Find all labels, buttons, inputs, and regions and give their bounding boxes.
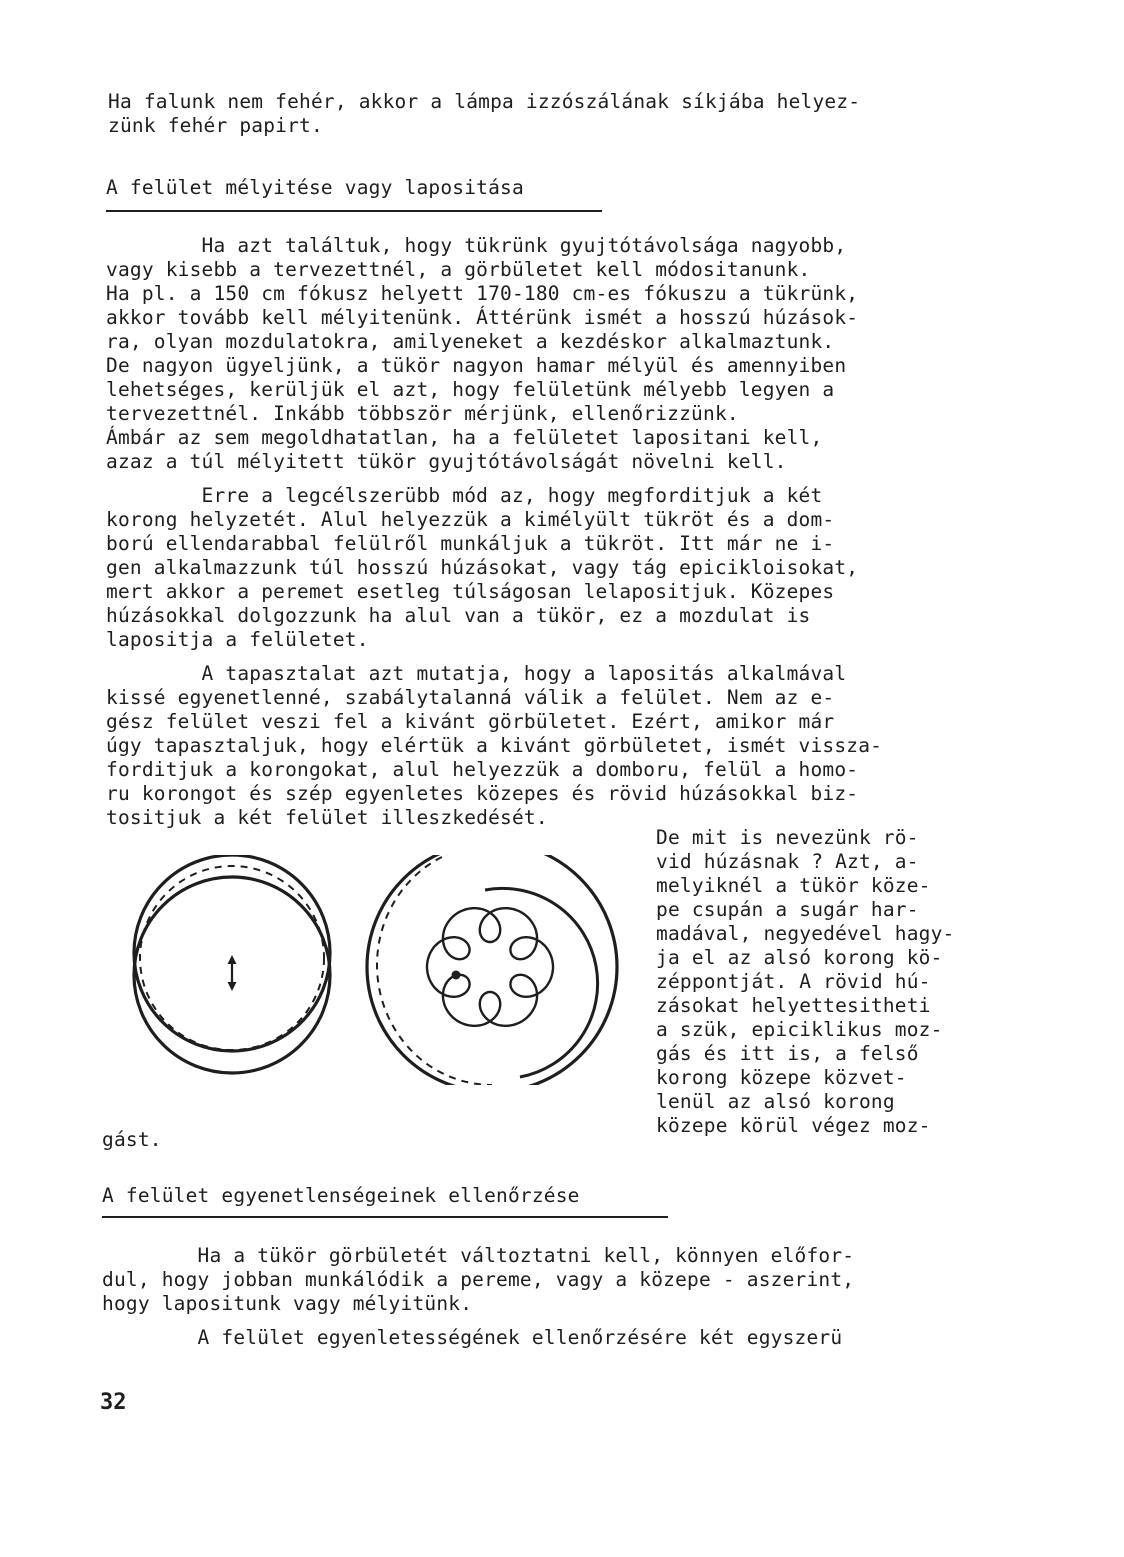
side-column-line: zásokat helyettesitheti	[656, 994, 931, 1017]
paragraph-line: ború ellendarabbal felülről munkáljuk a tükröt. Itt már ne i-	[106, 532, 835, 555]
epicycle-figure	[367, 855, 617, 1085]
side-column-line: a szük, epiciklikus moz-	[656, 1018, 943, 1041]
arrow-head-up	[228, 955, 237, 964]
paragraph-line: akkor tovább kell mélyitenünk. Áttérünk ismét a hosszú húzások-	[106, 306, 859, 329]
side-column-line: közepe körül végez moz-	[656, 1114, 931, 1137]
side-column-line: melyiknél a tükör köze-	[656, 874, 931, 897]
side-column-line: ja el az alsó korong kö-	[656, 946, 943, 969]
stroke-diagram	[120, 855, 630, 1085]
paragraph-line: ra, olyan mozdulatokra, amilyeneket a kezdéskor alkalmaztunk.	[106, 330, 835, 353]
paragraph-line: Ha a tükör görbületét változtatni kell, könnyen előfor-	[102, 1244, 855, 1267]
paragraph-line: ru korongot és szép egyenletes közepes és rövid húzásokkal biz-	[106, 782, 859, 805]
epicycloid-path	[427, 908, 553, 1026]
continuation-text: gást.	[102, 1128, 162, 1151]
paragraph-line: Erre a legcélszerübb mód az, hogy megforditjuk a két	[106, 484, 823, 507]
paragraph-line: A tapasztalat azt mutatja, hogy a lapositás alkalmával	[106, 662, 847, 685]
intro-line: Ha falunk nem fehér, akkor a lámpa izzószálának síkjába helyez-	[108, 90, 861, 113]
section-heading: A felület egyenetlenségeinek ellenőrzése	[102, 1184, 580, 1207]
paragraph-line: húzásokkal dolgozzunk ha alul van a tükör, ez a mozdulat is	[106, 604, 811, 627]
paragraph-line: De nagyon ügyeljünk, a tükör nagyon hamar mélyül és amennyiben	[106, 354, 847, 377]
heading-underline	[106, 210, 602, 212]
paragraph-line: úgy tapasztaljuk, hogy elértük a kivánt görbületet, ismét vissza-	[106, 734, 883, 757]
paragraph-line: azaz a túl mélyitett tükör gyujtótávolságát növelni kell.	[106, 450, 787, 473]
center-dot	[452, 971, 461, 980]
paragraph-line: lehetséges, kerüljük el azt, hogy felületünk mélyebb legyen a	[106, 378, 835, 401]
intro-line: zünk fehér papirt.	[108, 114, 323, 137]
paragraph-line: dul, hogy jobban munkálódik a pereme, vagy a közepe - aszerint,	[102, 1268, 855, 1291]
paragraph-line: gész felület veszi fel a kivánt görbületet. Ezért, amikor már	[106, 710, 835, 733]
partial-disk-arc	[485, 888, 598, 1077]
paragraph-line: A felület egyenletességének ellenőrzésére két egyszerü	[102, 1326, 843, 1349]
paragraph-line: tervezettnél. Inkább többször mérjünk, ellenőrizzünk.	[106, 402, 739, 425]
paragraph-line: vagy kisebb a tervezettnél, a görbületet kell módositanunk.	[106, 258, 811, 281]
upper-disk-outline	[134, 855, 330, 1051]
side-column-line: gás és itt is, a felső	[656, 1042, 919, 1065]
side-column-line: De mit is nevezünk rö-	[656, 826, 919, 849]
side-column-line: zéppontját. A rövid hú-	[656, 970, 931, 993]
paragraph-line: kissé egyenetlenné, szabálytalanná válik a felület. Nem az e-	[106, 686, 835, 709]
paragraph-line: tositjuk a két felület illeszkedését.	[106, 806, 548, 829]
paragraph-line: Ha pl. a 150 cm fókusz helyett 170-180 cm-es fókuszu a tükrünk,	[106, 282, 859, 305]
side-column-line: vid húzásnak ? Azt, a-	[656, 850, 919, 873]
paragraph-line: forditjuk a korongokat, alul helyezzük a domboru, felül a homo-	[106, 758, 859, 781]
side-column-line: lenül az alsó korong	[656, 1090, 895, 1113]
side-column-line: korong közepe közvet-	[656, 1066, 907, 1089]
paragraph-line: hogy lapositunk vagy mélyitünk.	[102, 1292, 473, 1315]
side-column-line: madával, negyedével hagy-	[656, 922, 955, 945]
page-number: 32	[100, 1390, 127, 1415]
arrow-head-down	[228, 982, 237, 991]
paragraph-line: korong helyzetét. Alul helyezzük a kimélyült tükröt és a dom-	[106, 508, 835, 531]
side-column-line: pe csupán a sugár har-	[656, 898, 919, 921]
paragraph-line: lapositja a felületet.	[106, 628, 369, 651]
section-heading: A felület mélyitése vagy lapositása	[106, 176, 524, 199]
paragraph-line: mert akkor a peremet esetleg túlságosan lelapositjuk. Közepes	[106, 580, 835, 603]
heading-underline	[102, 1216, 668, 1218]
paragraph-line: Ámbár az sem megoldhatatlan, ha a felületet lapositani kell,	[106, 426, 823, 449]
paragraph-line: gen alkalmazzunk túl hosszú húzásokat, vagy tág epicikloisokat,	[106, 556, 859, 579]
paragraph-line: Ha azt találtuk, hogy tükrünk gyujtótávolsága nagyobb,	[106, 234, 847, 257]
